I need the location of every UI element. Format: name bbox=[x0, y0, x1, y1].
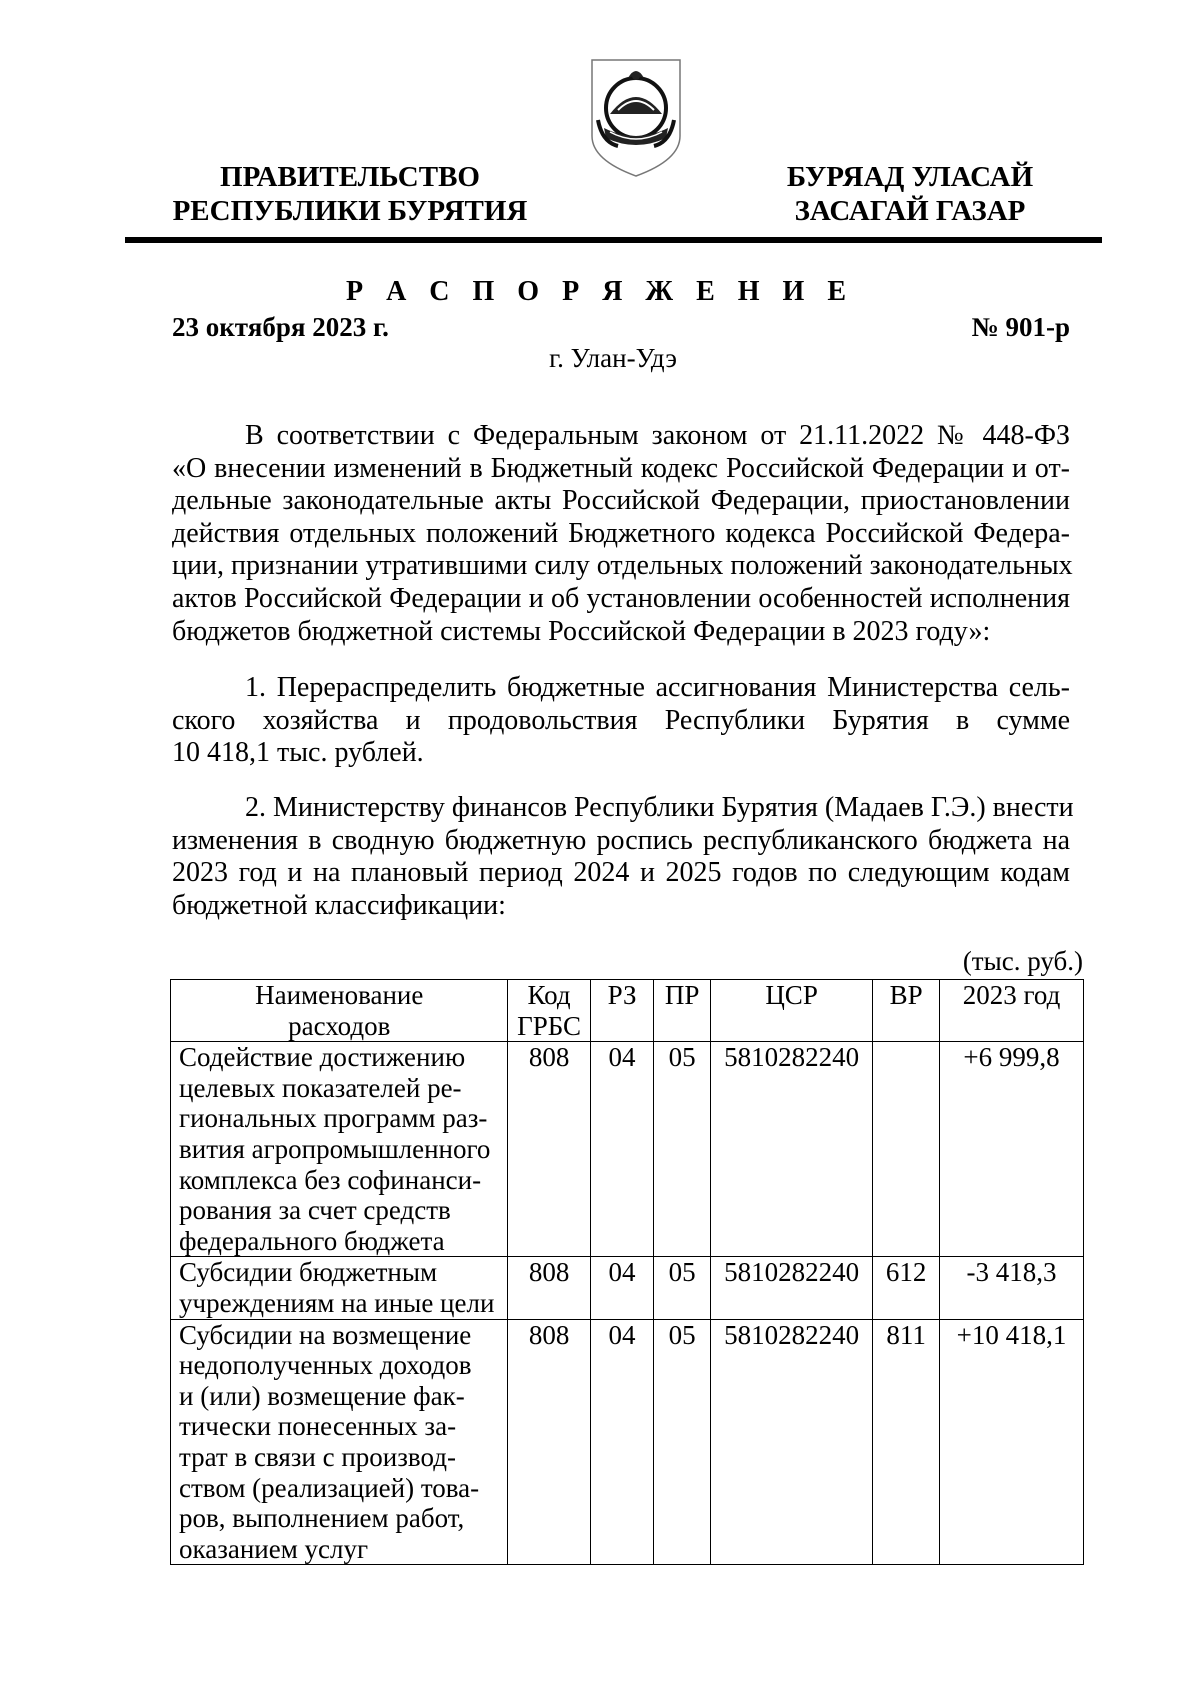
rz-code: 04 bbox=[590, 1257, 654, 1319]
header-grbs-line1: Код bbox=[527, 980, 571, 1010]
grbs-code: 808 bbox=[508, 1319, 590, 1565]
item-2-line: изменения в сводную бюджетную роспись республиканского бюджета на bbox=[172, 824, 1070, 856]
item-1-line: ского хозяйства и продовольствия Республики Бурятия в сумме bbox=[172, 704, 1070, 736]
expense-name-line: и (или) возмещение фак- bbox=[179, 1380, 465, 1411]
expense-name bbox=[171, 1319, 508, 1565]
grbs-code: 808 bbox=[508, 1042, 590, 1257]
table-row bbox=[171, 1257, 1084, 1319]
item-2-line: бюджетной классификации: bbox=[172, 889, 506, 921]
csr-code: 5810282240 bbox=[710, 1042, 872, 1257]
vr-code: 811 bbox=[873, 1319, 940, 1565]
expense-name-line: учреждениям на иные цели bbox=[179, 1287, 495, 1318]
expense-name-line: ров, выполнением работ, bbox=[179, 1503, 465, 1534]
coat-of-arms-icon bbox=[588, 56, 684, 180]
preamble-line: «О внесении изменений в Бюджетный кодекс Российской Федерации и от- bbox=[172, 452, 1070, 484]
rz-code: 04 bbox=[590, 1319, 654, 1565]
document-number: № 901-р bbox=[971, 312, 1070, 342]
grbs-code: 808 bbox=[508, 1257, 590, 1319]
item-2-line: 2023 год и на плановый период 2024 и 2025 годов по следующим кодам bbox=[172, 857, 1070, 889]
expense-name-line: Содействие достижению bbox=[179, 1042, 466, 1073]
government-name-buryat bbox=[760, 160, 1060, 228]
expense-name bbox=[171, 1042, 508, 1257]
budget-table bbox=[170, 979, 1084, 1565]
header-grbs-line2: ГРБС bbox=[517, 1010, 582, 1041]
csr-code: 5810282240 bbox=[710, 1319, 872, 1565]
header-rz: РЗ bbox=[590, 980, 654, 1042]
item-2-line: 2. Министерству финансов Республики Бурятия (Мадаев Г.Э.) внести bbox=[245, 792, 1074, 823]
csr-code: 5810282240 bbox=[710, 1257, 872, 1319]
expense-name-line: недополученных доходов bbox=[179, 1350, 472, 1381]
government-name-russian bbox=[160, 160, 540, 228]
expense-name-line: Субсидии на возмещение bbox=[179, 1319, 472, 1350]
preamble-line: действия отдельных положений Бюджетного кодекса Российской Федера- bbox=[172, 517, 1070, 549]
expense-name-line: рования за счет средств bbox=[179, 1195, 451, 1226]
vr-code: 612 bbox=[873, 1257, 940, 1319]
preamble-line: актов Российской Федерации и об установлении особенностей исполнения bbox=[172, 582, 1070, 614]
table-row bbox=[171, 1042, 1084, 1257]
expense-name-line: оказанием услуг bbox=[179, 1533, 369, 1564]
header-name bbox=[171, 980, 508, 1042]
header-divider bbox=[125, 237, 1102, 243]
expense-name-line: целевых показателей ре- bbox=[179, 1072, 462, 1103]
item-1-paragraph bbox=[172, 672, 1070, 770]
rz-code: 04 bbox=[590, 1042, 654, 1257]
pr-code: 05 bbox=[654, 1319, 711, 1565]
header-name-line2: расходов bbox=[288, 1010, 391, 1041]
item-1-line: 1. Перераспределить бюджетные ассигнования Министерства сель- bbox=[245, 672, 1070, 703]
government-name-buryat-line1: БУРЯАД УЛАСАЙ bbox=[786, 161, 1034, 193]
expense-name-line: вития агропромышленного bbox=[179, 1133, 491, 1164]
header-csr: ЦСР bbox=[710, 980, 872, 1042]
expense-name bbox=[171, 1257, 508, 1319]
table-units-label: (тыс. руб.) bbox=[962, 946, 1083, 976]
expense-name-line: гиональных программ раз- bbox=[179, 1103, 488, 1134]
expense-name-line: ством (реализацией) това- bbox=[179, 1472, 480, 1503]
table-row bbox=[171, 1319, 1084, 1565]
header-vr: ВР bbox=[873, 980, 940, 1042]
vr-code bbox=[873, 1042, 940, 1257]
preamble-line: В соответствии с Федеральным законом от 21.11.2022 № 448-ФЗ bbox=[245, 420, 1070, 451]
document-type-title: Р А С П О Р Я Ж Е Н И Е bbox=[345, 276, 855, 307]
government-name-buryat-line2: ЗАСАГАЙ ГАЗАР bbox=[794, 195, 1026, 227]
header-grbs bbox=[508, 980, 590, 1042]
pr-code: 05 bbox=[654, 1257, 711, 1319]
table-header-row bbox=[171, 980, 1084, 1042]
header-year: 2023 год bbox=[940, 980, 1084, 1042]
amount-2023: +6 999,8 bbox=[940, 1042, 1084, 1257]
amount-2023: -3 418,3 bbox=[940, 1257, 1084, 1319]
header-pr: ПР bbox=[654, 980, 711, 1042]
preamble-line: дельные законодательные акты Российской Федерации, приостановлении bbox=[172, 485, 1070, 517]
amount-2023: +10 418,1 bbox=[940, 1319, 1084, 1565]
pr-code: 05 bbox=[654, 1042, 711, 1257]
expense-name-line: трат в связи с производ- bbox=[179, 1441, 456, 1472]
header-name-line1: Наименование bbox=[255, 980, 424, 1010]
government-name-line2: РЕСПУБЛИКИ БУРЯТИЯ bbox=[172, 195, 528, 227]
preamble-paragraph bbox=[172, 420, 1073, 648]
document-city: г. Улан-Удэ bbox=[549, 343, 677, 373]
expense-name-line: комплекса без софинанси- bbox=[179, 1164, 482, 1195]
coat-of-arms-emblem bbox=[588, 56, 684, 180]
preamble-line: ции, признании утратившими силу отдельных положений законодательных bbox=[172, 550, 1073, 582]
item-1-line: 10 418,1 тыс. рублей. bbox=[172, 737, 424, 769]
expense-name-line: федерального бюджета bbox=[179, 1225, 445, 1256]
expense-name-line: Субсидии бюджетным bbox=[179, 1257, 438, 1288]
expense-name-line: тически понесенных за- bbox=[179, 1411, 457, 1442]
item-2-paragraph bbox=[172, 792, 1074, 922]
government-name-line1: ПРАВИТЕЛЬСТВО bbox=[220, 161, 480, 193]
preamble-line: бюджетов бюджетной системы Российской Федерации в 2023 году»: bbox=[172, 615, 991, 647]
document-date: 23 октября 2023 г. bbox=[172, 312, 389, 342]
